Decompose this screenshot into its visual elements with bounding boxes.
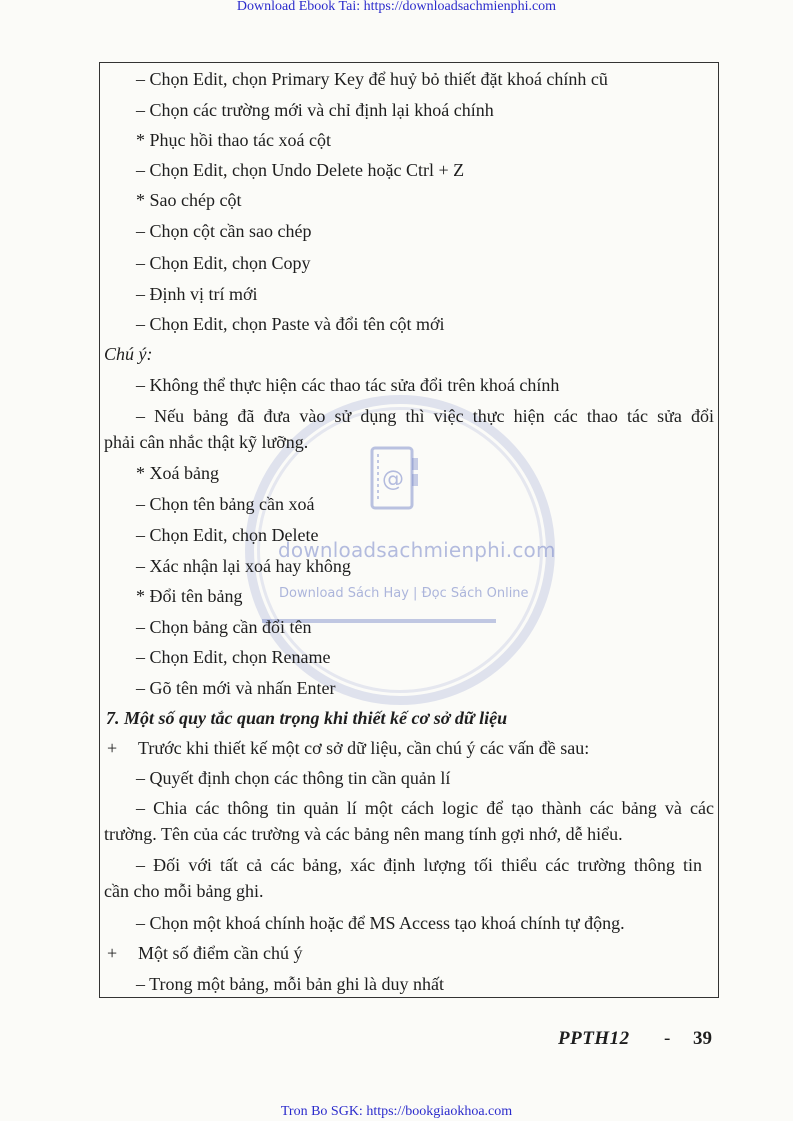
text-line: – Đối với tất cả các bảng, xác định lượng tối thiểu các trường thông tin bbox=[136, 855, 702, 875]
text-line: trường. Tên của các trường và các bảng nên mang tính gợi nhớ, dễ hiểu. bbox=[104, 824, 623, 844]
text-line: – Trong một bảng, mỗi bản ghi là duy nhất bbox=[136, 974, 444, 994]
text-line: Trước khi thiết kế một cơ sở dữ liệu, cần chú ý các vấn đề sau: bbox=[138, 738, 590, 758]
note-heading: Chú ý: bbox=[104, 344, 153, 364]
text-line: – Xác nhận lại xoá hay không bbox=[136, 556, 351, 576]
watermark-site: downloadsachmienphi.com bbox=[278, 538, 556, 562]
text-line: * Sao chép cột bbox=[136, 190, 242, 210]
plus-marker: + bbox=[107, 738, 118, 758]
text-line: – Nếu bảng đã đưa vào sử dụng thì việc thực hiện các thao tác sửa đổi bbox=[136, 406, 714, 426]
text-line: – Chọn cột cần sao chép bbox=[136, 221, 312, 241]
page-number: 39 bbox=[693, 1028, 712, 1049]
plus-marker: + bbox=[107, 943, 118, 963]
text-line: – Chọn Edit, chọn Primary Key để huỷ bỏ thiết đặt khoá chính cũ bbox=[136, 69, 608, 89]
section-heading: 7. Một số quy tắc quan trọng khi thiết kế cơ sở dữ liệu bbox=[106, 708, 508, 728]
text-line: phải cân nhắc thật kỹ lưỡng. bbox=[104, 432, 309, 452]
text-line: – Định vị trí mới bbox=[136, 284, 258, 304]
text-line: – Chọn Edit, chọn Copy bbox=[136, 253, 311, 273]
text-line: – Chọn bảng cần đổi tên bbox=[136, 617, 312, 637]
text-line: – Quyết định chọn các thông tin cần quản lí bbox=[136, 768, 451, 788]
text-line: * Phục hồi thao tác xoá cột bbox=[136, 130, 331, 150]
text-line: – Chia các thông tin quản lí một cách logic để tạo thành các bảng và các bbox=[136, 798, 714, 818]
text-line: * Đổi tên bảng bbox=[136, 586, 243, 606]
text-line: – Chọn Edit, chọn Undo Delete hoặc Ctrl + Z bbox=[136, 160, 465, 180]
text-line: Một số điểm cần chú ý bbox=[138, 943, 303, 963]
text-line: * Xoá bảng bbox=[136, 463, 219, 483]
text-line: – Chọn Edit, chọn Paste và đổi tên cột mới bbox=[136, 314, 445, 334]
text-line: – Chọn một khoá chính hoặc để MS Access tạo khoá chính tự động. bbox=[136, 913, 625, 933]
text-line: cần cho mỗi bảng ghi. bbox=[104, 881, 264, 901]
text-line: – Chọn Edit, chọn Rename bbox=[136, 647, 331, 667]
text-line: – Gõ tên mới và nhấn Enter bbox=[136, 678, 336, 698]
text-line: – Không thể thực hiện các thao tác sửa đổi trên khoá chính bbox=[136, 375, 560, 395]
text-line: – Chọn tên bảng cần xoá bbox=[136, 494, 315, 514]
footer-book-code: PPTH12 bbox=[558, 1028, 630, 1049]
watermark-tagline: Download Sách Hay | Đọc Sách Online bbox=[279, 586, 529, 601]
footer-dash: - bbox=[664, 1028, 671, 1049]
text-line: – Chọn các trường mới và chỉ định lại khoá chính bbox=[136, 100, 494, 120]
footer-sgk-link[interactable]: Tron Bo SGK: https://bookgiaokhoa.com bbox=[280, 1104, 513, 1119]
svg-text:@: @ bbox=[382, 467, 404, 492]
text-line: – Chọn Edit, chọn Delete bbox=[136, 525, 319, 545]
header-download-link[interactable]: Download Ebook Tai: https://downloadsachmienphi.com bbox=[236, 0, 557, 14]
